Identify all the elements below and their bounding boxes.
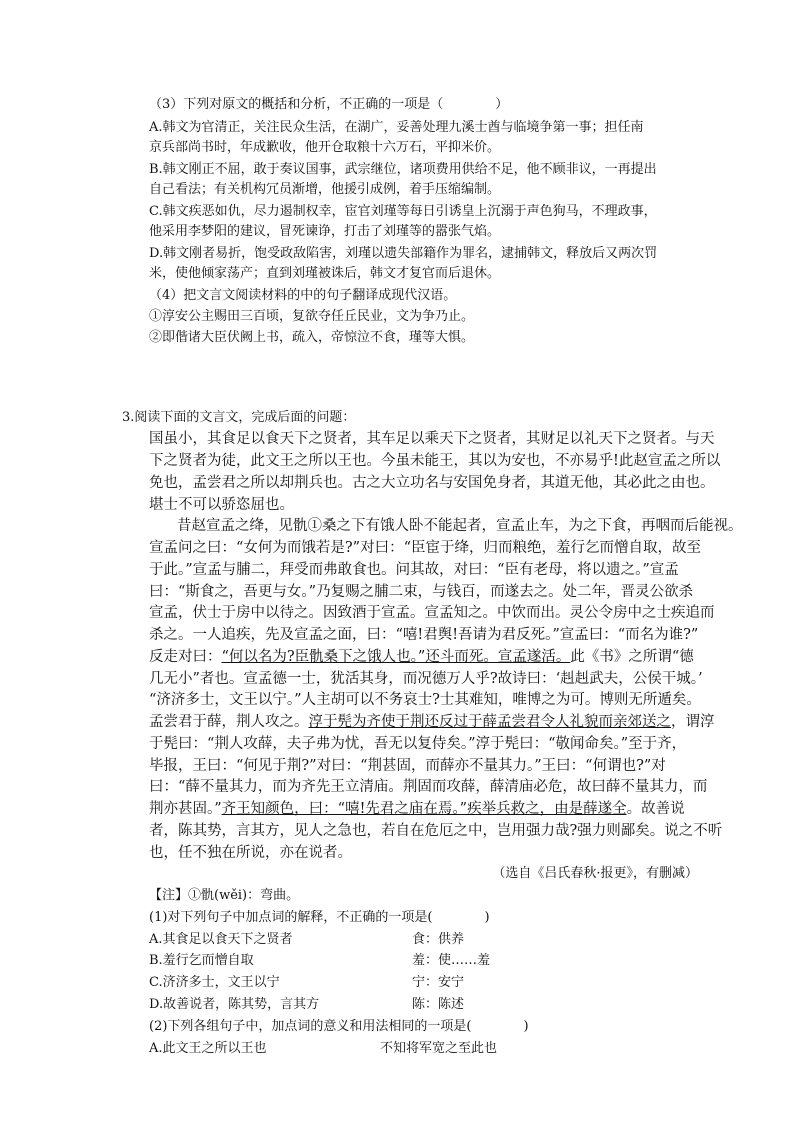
- q3-option-d-line1: D.韩文刚者易折，饱受政敌陷害，刘瑾以遗失部籍作为罪名，逮捕韩文，释放后又两次罚: [149, 246, 658, 261]
- underlined-sentence-3: 齐王知颜色，曰：“嘻!先君之庙在焉。”疾举兵救之，由是薛遂全: [221, 801, 627, 817]
- q1-option-gloss: 羞：使……羞: [412, 953, 491, 968]
- q3-option-b-line2: 自己看法；有关机构冗员渐增，他援引成例，着手压缩编制。: [149, 182, 501, 197]
- q4-sentence-2: ②即偕诸大臣伏阙上书，疏入，帝惊泣不食，瑾等大惧。: [149, 330, 475, 345]
- passage-text: ，谓淳: [671, 714, 715, 730]
- q1-option-sentence: B.羞行乞而憎自取: [149, 953, 254, 968]
- passage-source: （选自《吕氏春秋·报更》，有删减）: [492, 866, 698, 881]
- passage-text: 。故善说: [626, 801, 685, 817]
- passage-p2-line: 也，任不独在所说，亦在说者。: [149, 845, 352, 861]
- passage-p2-line: 宣孟，伏士于房中以待之。因致酒于宣孟。宣孟知之。中饮而出。灵公令房中之士疾追而: [149, 605, 715, 621]
- passage-text: 孟尝君于薛，荆人攻之。: [149, 714, 309, 730]
- q1-option-sentence: C.济济多士，文王以宁: [149, 975, 280, 990]
- underlined-sentence-1: “何以名为?臣骩桑下之饿人也。”还斗而死。宣孟遂活。: [221, 649, 571, 665]
- passage-text: 反走对曰：: [149, 649, 222, 665]
- passage-p2-line: 宣孟问之曰：“女何为而饿若是?”对曰：“臣宦于绛，归而粮绝，羞行乞而憎自取，故至: [149, 540, 702, 556]
- passage-p2-line: 昔赵宣孟之绛，见骩①桑之下有饿人卧不能起者，宣孟止车，为之下食，再咽而后能视。: [177, 518, 743, 534]
- q1-option-sentence: D.故善说者，陈其势，言其方: [149, 997, 320, 1012]
- q2-option-a-left: A.此文王之所以王也: [149, 1041, 267, 1056]
- passage-note: 【注】①骩(wěi)：弯曲。: [149, 888, 300, 903]
- q3-option-a-line2: 京兵部尚书时，年成歉收，他开仓取粮十六万石，平抑米价。: [149, 140, 501, 155]
- passage-p1-line: 下之贤者为徒，此文王之所以王也。今虽未能王，其以为安也，不亦易乎!此赵宣孟之所以: [149, 453, 721, 469]
- passage-p2-line: 曰：“薛不量其力，而为齐先王立清庙。荆固而攻薛，薛清庙必危，故曰薛不量其力，而: [149, 779, 708, 795]
- passage-text: 荆亦甚固。”: [149, 801, 222, 817]
- passage-p1-line: 免也，孟尝君之所以却荆兵也。古之大立功名与安国免身者，其道无他，其必此之由也。: [149, 475, 715, 491]
- q3-option-c-line1: C.韩文疾恶如仇，尽力遏制权幸，宦官刘瑾等每日引诱皇上沉溺于声色狗马，不理政事，: [149, 204, 657, 219]
- q4-sentence-1: ①淳安公主赐田三百顷，复欲夺任丘民业，文为争乃止。: [149, 309, 475, 324]
- passage-p2-line: 几无小”者也。宣孟德一士，犹活其身，而况德万人乎?故诗曰：‘赳赳武夫，公侯干城。’: [149, 671, 703, 687]
- passage-p2-line: “济济多士，文王以宁。”人主胡可以不务哀士?士其难知，唯博之为可。博则无所遁矣。: [149, 692, 701, 708]
- q2-option-a-right: 不知将军宽之至此也: [380, 1041, 498, 1056]
- q1-option-sentence: A.其食足以食天下之贤者: [149, 932, 293, 947]
- q1-option-gloss: 食：供养: [412, 932, 465, 947]
- q2-stem: (2)下列各组句子中，加点词的意义和用法相同的一项是( ): [149, 1019, 529, 1034]
- q3-option-c-line2: 他采用李梦阳的建议，冒死谏诤，打击了刘瑾等的嚣张气焰。: [149, 224, 501, 239]
- q1-option-gloss: 宁：安宁: [412, 975, 465, 990]
- q3-option-b-line1: B.韩文刚正不屈，敢于奏议国事，武宗继位，诸项费用供给不足，他不顾非议，一再提出: [149, 162, 657, 177]
- q3-option-d-line2: 米，使他倾家荡产；直到刘瑾被诛后，韩文才复官而后退休。: [149, 266, 501, 281]
- passage-p2-line: [149, 800, 685, 818]
- passage-p2-line: 于此。”宣孟与脯二，拜受而弗敢食也。问其故，对曰：“臣有老母，将以遗之。”宣孟: [149, 562, 679, 578]
- passage-p2-line: 杀之。一人追疾，先及宣孟之面，曰：“嘻!君舆!吾请为君反死。”宣孟曰：“而名为谁?”: [149, 627, 699, 643]
- passage-p2-line: 于髡曰：“荆人攻薛，夫子弗为忧，吾无以复侍矣。”淳于髡曰：“敬闻命矣。”至于齐，: [149, 736, 687, 752]
- q1-option-gloss: 陈：陈述: [412, 997, 465, 1012]
- passage-p1-line: 国虽小，其食足以食天下之贤者，其车足以乘天下之贤者，其财足以礼天下之贤者。与天: [149, 431, 715, 447]
- section3-heading: 3.阅读下面的文言文，完成后面的问题：: [122, 410, 356, 425]
- q3-option-a-line1: A.韩文为官清正，关注民众生活，在湖广，妥善处理九溪士酋与临境争第一事；担任南: [149, 120, 644, 135]
- passage-p2-line: [149, 713, 715, 731]
- passage-p2-line: 曰：“斯食之，吾更与女。”乃复赐之脯二束，与钱百，而遂去之。处二年，晋灵公欲杀: [149, 584, 694, 600]
- underlined-sentence-2: 淳于髡为齐使于荆还反过于薛孟尝君令人礼貌而亲郊送之: [308, 714, 671, 730]
- passage-p1-line: 堪士不可以骄恣屈也。: [149, 497, 294, 513]
- passage-p2-line: [149, 648, 694, 666]
- passage-p2-line: 毕报，王曰：“何见于荆?”对曰：“荆甚固，而薛亦不量其力。”王曰：“何谓也?”对: [149, 758, 666, 774]
- q4-stem: （4）把文言文阅读材料的中的句子翻译成现代汉语。: [149, 288, 457, 303]
- q3-stem: （3）下列对原文的概括和分析，不正确的一项是（ ）: [149, 97, 509, 112]
- q1-stem: (1)对下列句子中加点词的解释，不正确的一项是( ): [149, 910, 490, 925]
- passage-p2-line: 者，陈其势，言其方，见人之急也，若自在危厄之中，岂用强力哉?强力则鄙矣。说之不听: [149, 823, 723, 839]
- passage-text: 此《书》之所谓“德: [570, 649, 694, 665]
